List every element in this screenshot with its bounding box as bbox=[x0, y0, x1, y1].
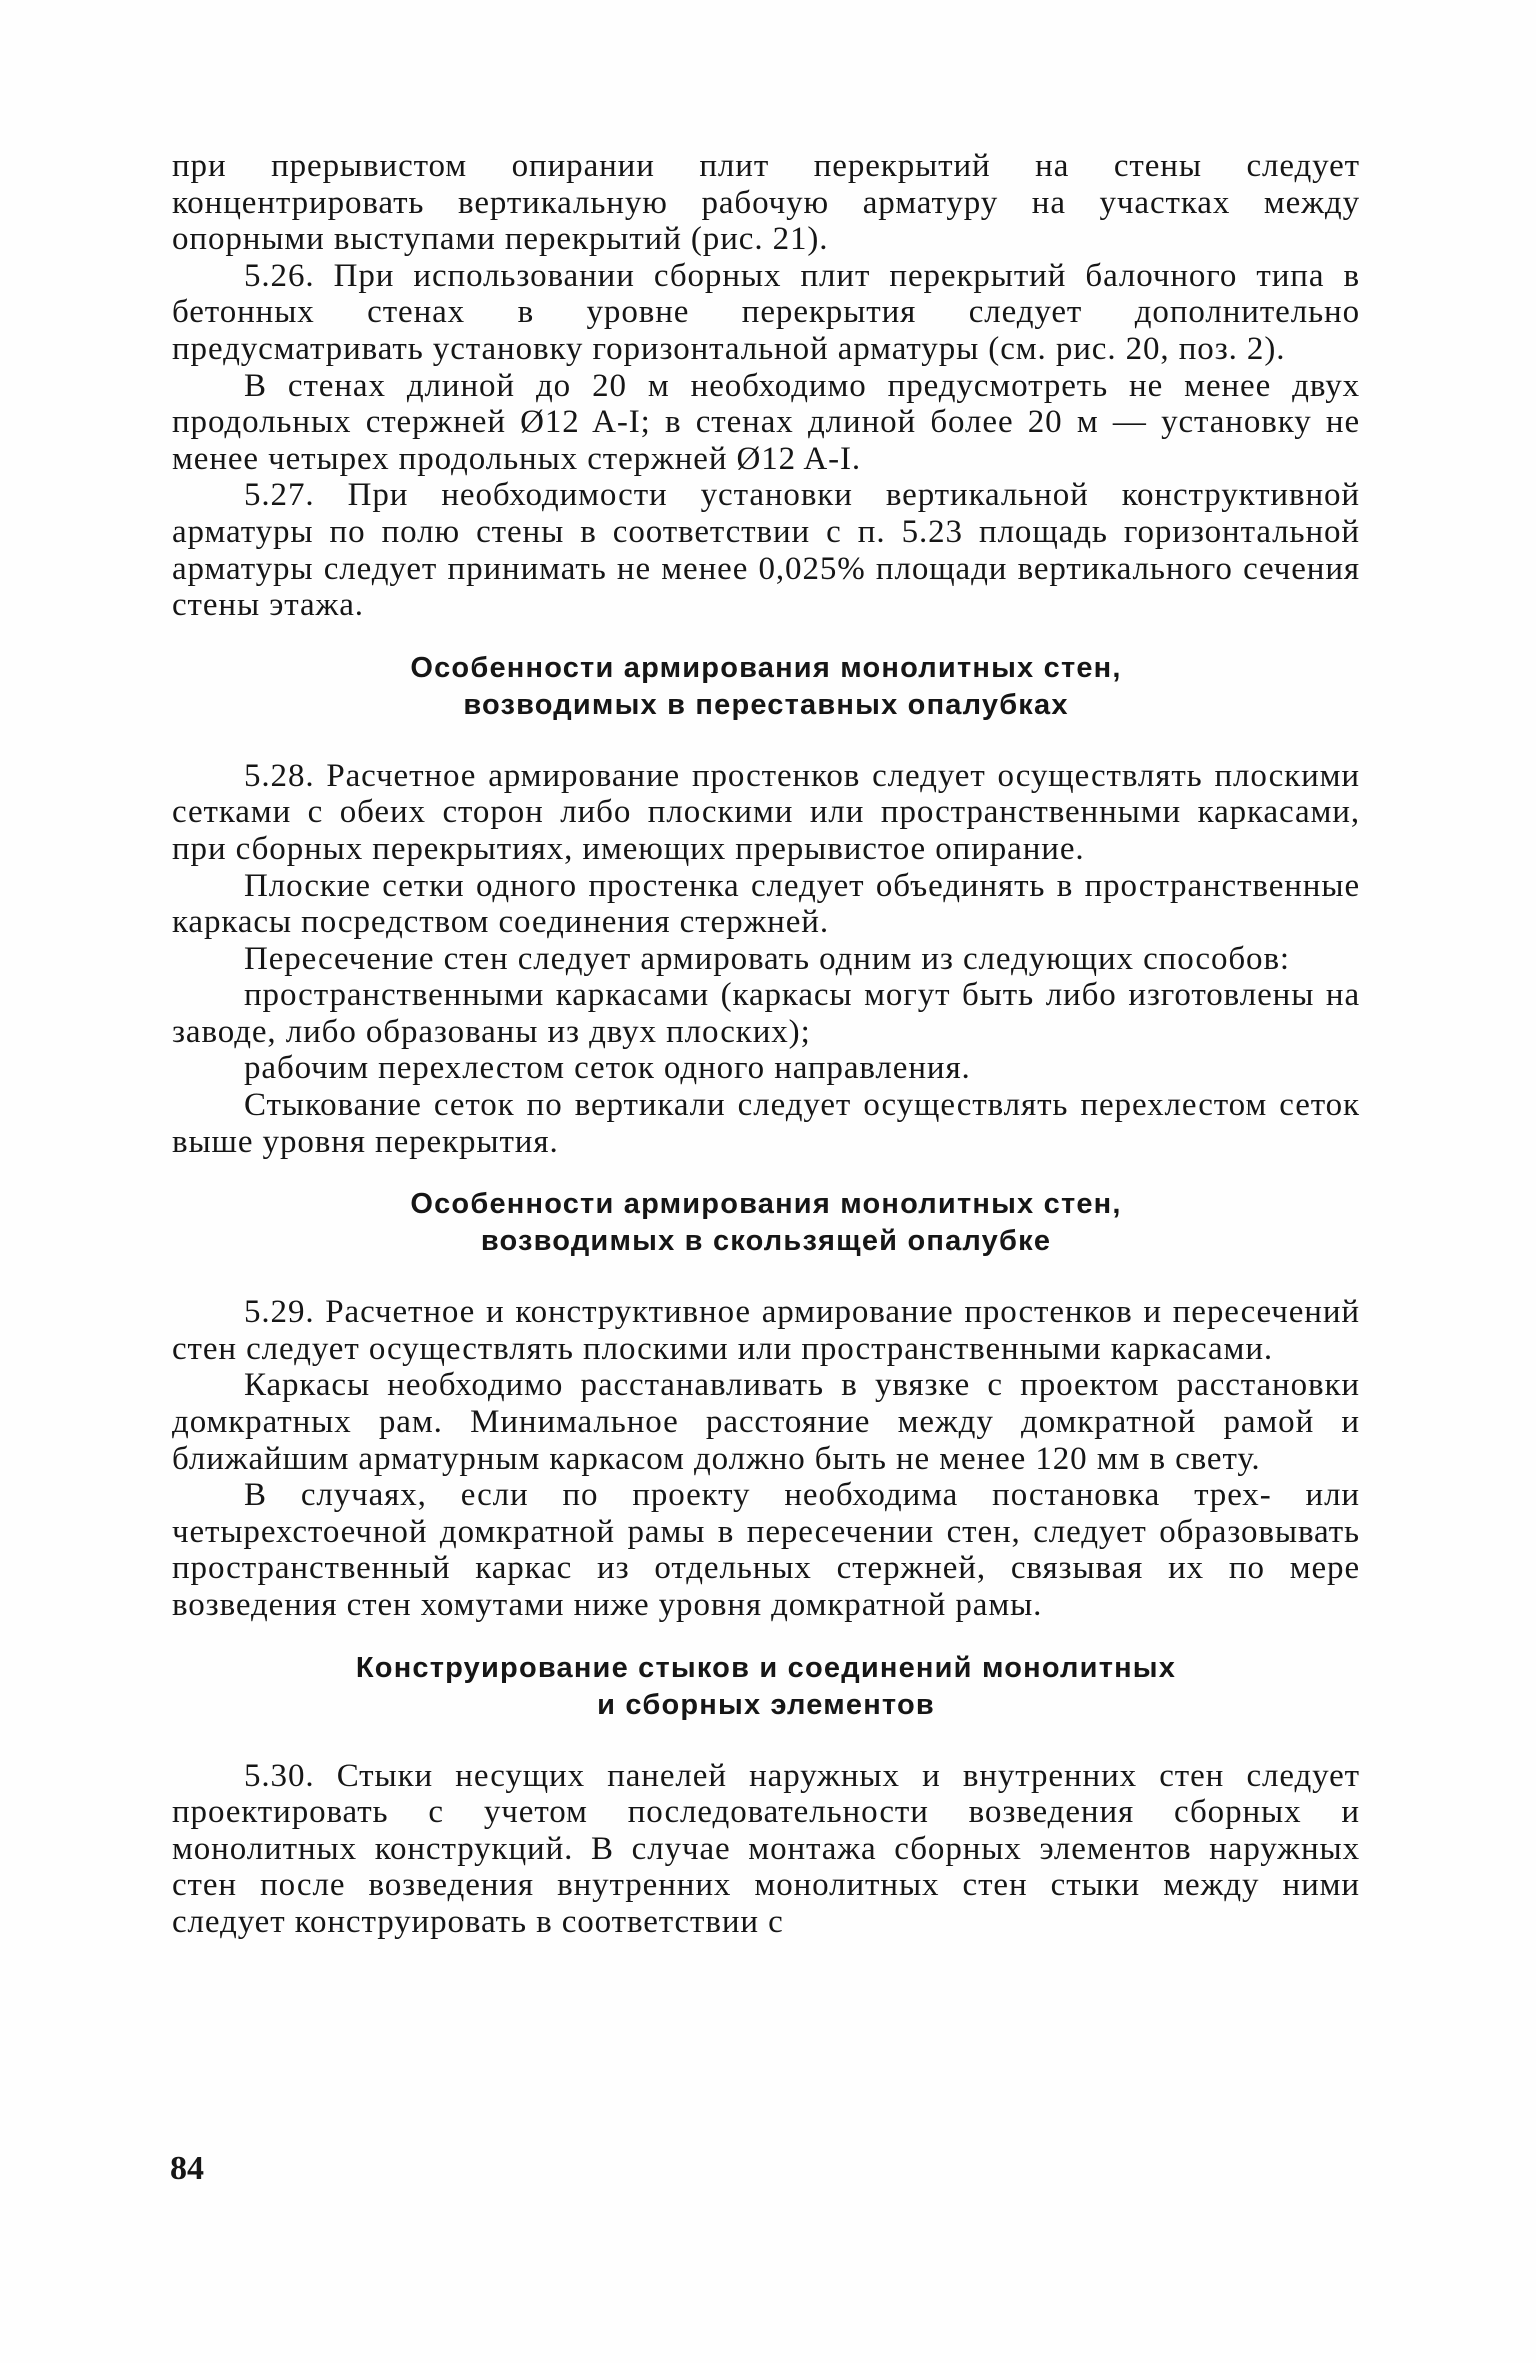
paragraph-5-26: 5.26. При использовании сборных плит перекрытий балочного типа в бетонных стенах в уровне перекрытия следует дополнительно предусматривать установку горизонтальной арматуры (см. рис. 20, поз. 2). bbox=[172, 257, 1360, 367]
paragraph-5-29: 5.29. Расчетное и конструктивное армирование простенков и пересечений стен следует осуществлять плоскими или пространственными каркасами. bbox=[172, 1294, 1360, 1367]
paragraph-jack-frame: В случаях, если по проекту необходима постановка трех- или четырехстоечной домкратной рамы в пересечении стен, следует образовывать пространственный каркас из отдельных стержней, связывая их по мере возведения стен хомутами ниже уровня домкратной рамы. bbox=[172, 1477, 1360, 1623]
paragraph-5-28: 5.28. Расчетное армирование простенков следует осуществлять плоскими сетками с обеих сторон либо плоскими или пространственными каркасами, при сборных перекрытиях, имеющих прерывистое опирание. bbox=[172, 757, 1360, 867]
paragraph-wall-length-rebar: В стенах длиной до 20 м необходимо предусмотреть не менее двух продольных стержней Ø12 A-I; в стенах длиной более 20 м — установку не менее четырех продольных стержней Ø12 A-I. bbox=[172, 367, 1360, 477]
paragraph-vertical-splicing: Стыкование сеток по вертикали следует осуществлять перехлестом сеток выше уровня перекрытия. bbox=[172, 1087, 1360, 1160]
paragraph-flat-meshes: Плоские сетки одного простенка следует объединять в пространственные каркасы посредством соединения стержней. bbox=[172, 867, 1360, 941]
paragraph-5-30: 5.30. Стыки несущих панелей наружных и внутренних стен следует проектировать с учетом последовательности возведения сборных и монолитных конструкций. В случае монтажа сборных элементов наружных стен после возведения внутренних монолитных стен стыки между ними следует конструировать в соответствии с bbox=[172, 1757, 1360, 1940]
list-item-spatial-frames: пространственными каркасами (каркасы могут быть либо изготовлены на заводе, либо образованы из двух плоских); bbox=[172, 977, 1360, 1050]
heading-line: Особенности армирования монолитных стен, bbox=[410, 1188, 1122, 1221]
page-number: 84 bbox=[170, 2150, 204, 2187]
paragraph-continuation: при прерывистом опирании плит перекрытий на стены следует концентрировать вертикальную рабочую арматуру на участках между опорными выступами перекрытий (рис. 21). bbox=[172, 148, 1360, 258]
heading-line: возводимых в переставных опалубках bbox=[463, 688, 1069, 721]
heading-line: и сборных элементов bbox=[597, 1688, 935, 1721]
paragraph-5-27: 5.27. При необходимости установки вертикальной конструктивной арматуры по полю стены в соответствии с п. 5.23 площадь горизонтальной арматуры следует принимать не менее 0,025% площади вертикального сечения стены этажа. bbox=[172, 477, 1360, 624]
paragraph-frame-placement: Каркасы необходимо расстанавливать в увязке с проектом расстановки домкратных рам. Минимальное расстояние между домкратной рамой и ближайшим арматурным каркасом должно быть не менее 120 мм в свету. bbox=[172, 1367, 1360, 1477]
list-item-mesh-overlap: рабочим перехлестом сеток одного направления. bbox=[244, 1050, 971, 1087]
section-heading-slip-formwork bbox=[172, 1186, 1360, 1260]
paragraph-wall-intersections: Пересечение стен следует армировать одним из следующих способов: bbox=[244, 940, 1291, 977]
heading-line: Особенности армирования монолитных стен, bbox=[410, 651, 1122, 684]
heading-line: возводимых в скользящей опалубке bbox=[480, 1225, 1052, 1258]
text-column bbox=[172, 148, 1360, 1941]
section-heading-joints bbox=[172, 1650, 1360, 1724]
section-heading-movable-formwork bbox=[172, 650, 1360, 724]
heading-line: Конструирование стыков и соединений монолитных bbox=[355, 1651, 1177, 1684]
